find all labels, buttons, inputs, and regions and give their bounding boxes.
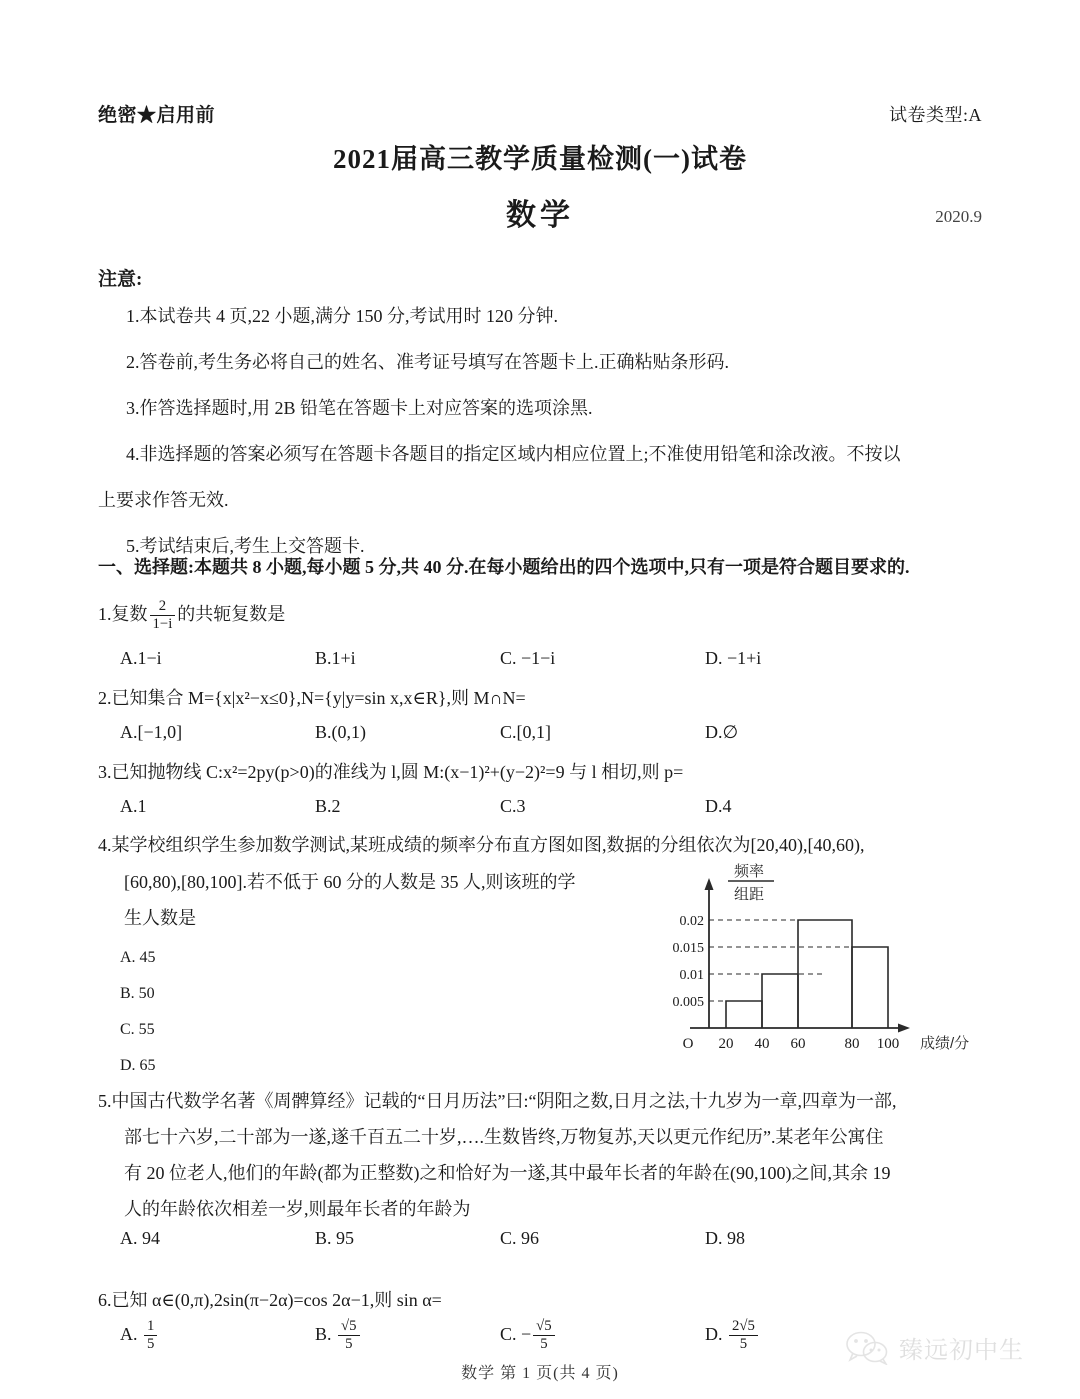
subject-title: 数学 bbox=[506, 199, 574, 232]
question-1-stem-pre: 复数 bbox=[111, 603, 148, 624]
notice-item-continued: 上要求作答无效. bbox=[98, 490, 229, 510]
y-axis-arrow bbox=[705, 878, 714, 890]
question-4 bbox=[98, 830, 982, 860]
bar-80-100 bbox=[852, 947, 888, 1028]
option-d-fraction bbox=[729, 1318, 758, 1352]
option-c[interactable]: C. 55 bbox=[120, 1021, 155, 1038]
fraction-denominator: 1−i bbox=[150, 615, 176, 633]
question-1-stem-post: 的共轭复数是 bbox=[177, 603, 286, 624]
question-2-stem: 已知集合 M={x|x²−x≤0},N={y|y=sin x,x∈R},则 M∩N= bbox=[111, 688, 526, 708]
option-c[interactable]: C. 96 bbox=[500, 1228, 540, 1248]
question-6-number: 6. bbox=[98, 1290, 112, 1310]
notice-item: 1.本试卷共 4 页,22 小题,满分 150 分,考试用时 120 分钟. bbox=[126, 306, 558, 326]
x-axis-arrow bbox=[898, 1024, 910, 1033]
option-c[interactable] bbox=[500, 1318, 557, 1352]
question-2 bbox=[98, 683, 982, 713]
y-axis-label-denominator: 组距 bbox=[734, 886, 765, 903]
section-description: 本题共 8 小题,每小题 5 分,共 40 分.在每小题给出的四个选项中,只有一项是符合题目要求的. bbox=[194, 557, 910, 577]
notice-heading: 注意: bbox=[98, 269, 143, 290]
fraction-numerator: √5 bbox=[536, 1318, 552, 1334]
option-c[interactable]: C.[0,1] bbox=[500, 722, 551, 742]
option-c-sign: − bbox=[521, 1323, 532, 1344]
option-a[interactable]: A.1−i bbox=[120, 648, 162, 668]
question-1-fraction bbox=[150, 598, 176, 632]
question-3 bbox=[98, 757, 982, 787]
notice-item: 2.答卷前,考生务必将自己的姓名、准考证号填写在答题卡上.正确粘贴条形码. bbox=[126, 352, 729, 372]
option-b[interactable]: B. 50 bbox=[120, 985, 155, 1002]
notice-item: 5.考试结束后,考生上交答题卡. bbox=[126, 536, 365, 556]
y-tick-002: 0.02 bbox=[679, 914, 704, 929]
x-tick-100: 100 bbox=[876, 1036, 900, 1052]
option-d[interactable]: D. 98 bbox=[705, 1228, 745, 1248]
watermark-text: 臻远初中生 bbox=[899, 1337, 1024, 1364]
option-b[interactable]: B.1+i bbox=[315, 648, 356, 668]
paper-type-label: 试卷类型:A bbox=[889, 105, 982, 125]
page-header bbox=[98, 100, 982, 127]
question-6 bbox=[98, 1285, 982, 1315]
option-a[interactable] bbox=[120, 1318, 159, 1352]
question-5-line1: 中国古代数学名著《周髀算经》记载的“日月历法”曰:“阴阳之数,日月之法,十九岁为一章,四章为一部, bbox=[111, 1091, 897, 1111]
y-axis-label-numerator: 频率 bbox=[734, 863, 765, 880]
question-5-line2: 部七十六岁,二十部为一遂,遂千百五二十岁,….生数皆终,万物复苏,天以更元作纪历”.某老年公寓住 bbox=[124, 1127, 884, 1147]
question-3-stem: 已知抛物线 C:x²=2py(p>0)的准线为 l,圆 M:(x−1)²+(y−2)²=9 与 l 相切,则 p= bbox=[111, 762, 684, 782]
question-6-stem: 已知 α∈(0,π),2sin(π−2α)=cos 2α−1,则 sin α= bbox=[111, 1290, 442, 1310]
bar-40-60 bbox=[762, 974, 798, 1028]
option-b[interactable]: B.2 bbox=[315, 796, 341, 816]
option-b[interactable] bbox=[315, 1318, 362, 1352]
option-b[interactable]: B. 95 bbox=[315, 1228, 355, 1248]
option-a-label: A. bbox=[120, 1323, 138, 1344]
option-b-fraction bbox=[338, 1318, 359, 1352]
question-5-number: 5. bbox=[98, 1091, 112, 1111]
fraction-numerator: 1 bbox=[147, 1318, 155, 1334]
option-c[interactable]: C.3 bbox=[500, 796, 526, 816]
question-4-line3: 生人数是 bbox=[124, 908, 196, 928]
fraction-denominator: 5 bbox=[338, 1335, 359, 1353]
option-a[interactable]: A. 94 bbox=[120, 1228, 160, 1248]
x-tick-80: 80 bbox=[844, 1036, 860, 1052]
frequency-histogram bbox=[652, 858, 988, 1058]
option-b[interactable]: B.(0,1) bbox=[315, 722, 366, 742]
notice-list bbox=[98, 296, 982, 572]
option-c-label: C. bbox=[500, 1323, 517, 1344]
watermark bbox=[845, 1330, 1024, 1365]
secret-label: 绝密★启用前 bbox=[98, 105, 216, 126]
fraction-numerator: 2 bbox=[158, 598, 167, 614]
fraction-denominator: 5 bbox=[533, 1335, 554, 1353]
histogram-svg bbox=[652, 858, 988, 1058]
section-label: 一、选择题: bbox=[98, 557, 194, 577]
page-footer: 数学 第 1 页(共 4 页) bbox=[461, 1365, 619, 1382]
bar-20-40 bbox=[726, 1001, 762, 1028]
question-3-number: 3. bbox=[98, 762, 112, 782]
option-a-fraction bbox=[144, 1318, 157, 1352]
fraction-numerator: √5 bbox=[341, 1318, 357, 1334]
question-4-number: 4. bbox=[98, 835, 112, 855]
question-2-number: 2. bbox=[98, 688, 112, 708]
question-4-options bbox=[120, 940, 156, 1084]
exam-date: 2020.9 bbox=[935, 207, 982, 226]
x-tick-60: 60 bbox=[790, 1036, 806, 1052]
y-tick-001: 0.01 bbox=[679, 968, 704, 983]
notice-item: 3.作答选择题时,用 2B 铅笔在答题卡上对应答案的选项涂黑. bbox=[126, 398, 593, 418]
page-title: 2021届高三教学质量检测(一)试卷 bbox=[333, 144, 747, 174]
fraction-denominator: 5 bbox=[144, 1335, 157, 1353]
option-a[interactable]: A. 45 bbox=[120, 949, 156, 966]
option-d[interactable]: D.∅ bbox=[705, 722, 739, 742]
question-1 bbox=[98, 598, 982, 632]
question-1-number: 1. bbox=[98, 603, 112, 624]
x-tick-40: 40 bbox=[754, 1036, 770, 1052]
bar-60-80 bbox=[798, 920, 852, 1028]
option-d[interactable]: D.4 bbox=[705, 796, 732, 816]
y-tick-0005: 0.005 bbox=[672, 995, 704, 1010]
wechat-icon bbox=[845, 1331, 891, 1365]
option-c[interactable]: C. −1−i bbox=[500, 648, 556, 668]
question-4-line1: 某学校组织学生参加数学测试,某班成绩的频率分布直方图如图,数据的分组依次为[20,40),[40,60), bbox=[111, 835, 865, 855]
notice-item: 4.非选择题的答案必须写在答题卡各题目的指定区域内相应位置上;不准使用铅笔和涂改液。不按以 bbox=[126, 444, 901, 464]
question-5-line4: 人的年龄依次相差一岁,则最年长者的年龄为 bbox=[124, 1199, 471, 1219]
option-d-label: D. bbox=[705, 1323, 723, 1344]
option-d[interactable]: D. −1+i bbox=[705, 648, 762, 668]
question-5-line3: 有 20 位老人,他们的年龄(都为正整数)之和恰好为一遂,其中最年长者的年龄在(90,100)之间,其余 19 bbox=[124, 1163, 891, 1183]
x-axis-label: 成绩/分 bbox=[920, 1035, 970, 1052]
option-a[interactable]: A.1 bbox=[120, 796, 147, 816]
option-d[interactable] bbox=[705, 1318, 760, 1352]
question-5 bbox=[98, 1086, 988, 1116]
option-a[interactable]: A.[−1,0] bbox=[120, 722, 183, 742]
y-tick-0015: 0.015 bbox=[672, 941, 704, 956]
option-d[interactable]: D. 65 bbox=[120, 1057, 156, 1074]
fraction-numerator: 2√5 bbox=[732, 1318, 755, 1334]
fraction-denominator: 5 bbox=[729, 1335, 758, 1353]
origin-label: O bbox=[682, 1036, 694, 1052]
option-b-label: B. bbox=[315, 1323, 332, 1344]
option-c-fraction bbox=[533, 1318, 554, 1352]
section-heading bbox=[98, 553, 988, 579]
x-tick-20: 20 bbox=[718, 1036, 734, 1052]
question-4-line2: [60,80),[80,100].若不低于 60 分的人数是 35 人,则该班的学 bbox=[124, 872, 576, 892]
